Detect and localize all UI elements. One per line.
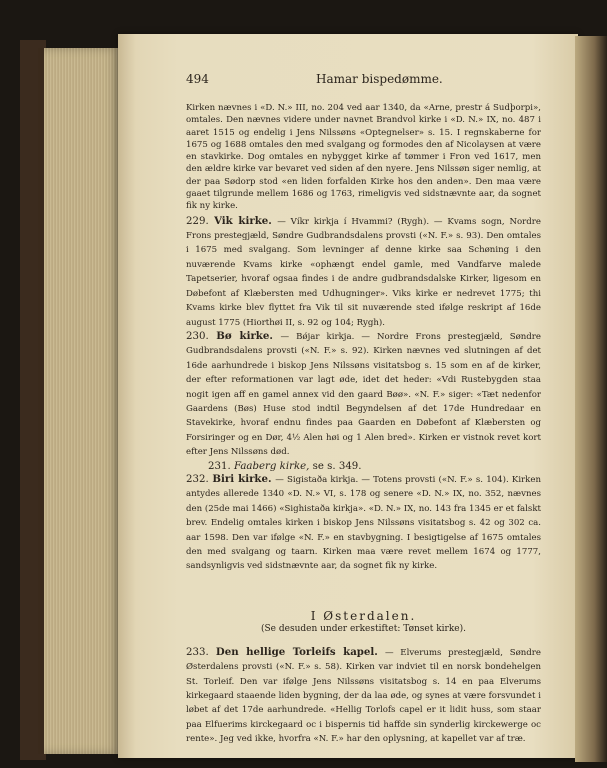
section-subtitle: (Se desuden under erkestiftet: Tønset kirke). [261, 623, 466, 634]
entry-230: 230. Bø kirke. — Bǿjar kirkja. — Nordre Frons prestegjæld, Søndre Gudbrandsdalens provsti («N. F.» s. 92). Kirken nævnes ved slutningen af det 16de aarhundrede i biskop Jens Nilssøns visitatsbog s. 15 som en af de kirker, der efter reformationen var lagt øde, idet det heder: «Vdi Rustebygden staa nogit igen aff en gamel annex vid den gaard Bøø». «N. F.» siger: «Tæt nedenfor Gaardens (Bøs) Huse stod indtil Begyndelsen af det 17de Hundredaar en Stavekirke, hvoraf endnu findes paa Gaarden en Døbefont af Klæbersten og Forsiringer og en Dør, 4½ Alen høi og 1 Alen bred». Kirken er vistnok revet kort efter Jens Nilssøns død. [186, 329, 541, 458]
entry-name: Vik kirke. [214, 214, 272, 227]
page-content [186, 72, 541, 747]
page-number: 494 [186, 72, 209, 86]
page-stack-edge [38, 48, 122, 754]
entry-229: 229. Vik kirke. — Víkr kirkja í Hvammi? (Rygh). — Kvams sogn, Nordre Frons prestegjæld, Søndre Gudbrandsdalens provsti («N. F.» s. 93). Den omtales i 1675 med svalgang. Som levninger af denne kirke saa Schøning i den nuværende Kvams kirke «ophængt endel gamle, med Vandfarve malede Tapetserier, hvoraf ogsaa findes i de andre gudbrandsdalske Kirker, ligesom en Døbefont af Klæbersten med Udhugninger». Viks kirke er nedrevet 1775; thi Kvams kirke blev flyttet fra Vik til sit nuværende sted ifølge reskript af 16de august 1775 (Hiorthøi II, s. 92 og 104; Rygh). [186, 214, 541, 328]
running-title: Hamar bispedømme. [316, 72, 443, 86]
running-header [186, 72, 541, 92]
entry-231: 231. Faaberg kirke, se s. 349. [208, 460, 362, 472]
entry-name: Bø kirke. [216, 329, 273, 342]
section-title: I Østerdalen. [310, 608, 417, 623]
entry-name: Faaberg kirke, [233, 460, 310, 472]
entry-name: Den hellige Torleifs kapel. [215, 645, 378, 658]
intro-paragraph: Kirken nævnes i «D. N.» III, no. 204 ved aar 1340, da «Arne, prestr á Sudþorpi», omtales. Den nævnes videre under navnet Brandvol kirke i «D. N.» IX, no. 487 i aaret 1515 og endelig i Jens Nilssøns «Optegnelser» s. 15. I regnskaberne for 1675 og 1688 omtales den med svalgang og formodes den af Nicolaysen at være en stavkirke. Dog omtales en nybygget kirke af tømmer i Fron ved 1617, men den ældre kirke var bevaret ved siden af den nyere. Jens Nilssøn siger nemlig, at der paa Sødorp stod «en liden forfalden Kirke hos den anden». Den maa være gaaet tilgrunde mellem 1686 og 1763, rimeligvis ved sidstnævnte aar, da sognet fik ny kirke. [186, 103, 541, 212]
entry-name: Biri kirke. [212, 472, 272, 485]
entry-232: 232. Biri kirke. — Sigistaða kirkja. — Totens provsti («N. F.» s. 104). Kirken antydes allerede 1340 «D. N.» VI, s. 178 og senere «D. N.» IX, no. 352, nævnes den (25de mai 1466) «Sighistaða kirkja». «D. N.» IX, no. 143 fra 1345 er et falskt brev. Endelig omtales kirken i biskop Jens Nilssøns visitatsbog s. 42 og 302 ca. aar 1598. Den var ifølge «N. F.» en stavbygning. I besigtigelse af 1675 omtales den med svalgang og taarn. Kirken maa være revet mellem 1674 og 1777, sandsynligvis ved sidstnævnte aar, da sognet fik ny kirke. [186, 472, 541, 572]
entry-233: 233. Den hellige Torleifs kapel. — Elverums prestegjæld, Søndre Østerdalens provsti («N. F.» s. 58). Kirken var indviet til en norsk bondehelgen St. Torleif. Den var ifølge Jens Nilssøns visitatsbog s. 14 en paa Elverums kirkegaard staaende liden bygning, der da laa øde, og synes at være forsvundet i løbet af det 17de aarhundrede. «Hellig Torlofs capel er it lidit huss, som staar paa Elfuerims kirckegaard oc i bispernis tid haffde sin synderlig kirckewerge oc rente». Jeg ved ikke, hvorfra «N. F.» har den oplysning, at kapellet var af træ. [186, 645, 541, 745]
right-page-edge [575, 36, 607, 762]
